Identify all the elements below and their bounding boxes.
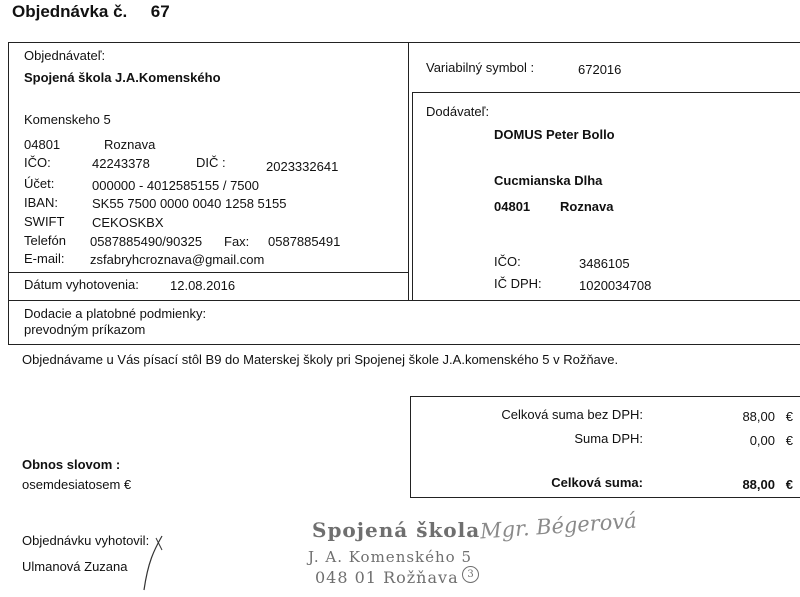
customer-fax-label: Fax: — [224, 234, 250, 249]
customer-ico-label: IČO: — [24, 155, 51, 170]
vat-currency: € — [785, 433, 793, 448]
page-title — [12, 2, 170, 22]
in-words-label: Obnos slovom : — [22, 457, 121, 472]
supplier-left-line — [412, 92, 413, 300]
title-prefix: Objednávka č. — [12, 2, 128, 21]
customer-phone-label: Telefón — [24, 233, 66, 248]
supplier-dph: 1020034708 — [579, 278, 652, 293]
frame-top-line — [8, 42, 800, 43]
terms-top-line — [8, 300, 800, 301]
total-currency: € — [785, 477, 793, 492]
stamp-line3: 048 01 Rožňava — [315, 568, 459, 587]
stamp-number: 3 — [462, 566, 479, 583]
totals-box — [410, 396, 800, 498]
vat-label: Suma DPH: — [574, 431, 643, 446]
in-words-value: osemdesiatosem € — [22, 477, 132, 492]
stamp-signature: Mgr. Bégerová — [479, 508, 638, 544]
customer-dic-label: DIČ : — [196, 155, 226, 170]
customer-account: 000000 - 4012585155 / 7500 — [92, 178, 259, 193]
customer-city: Roznava — [104, 137, 156, 152]
supplier-dph-label: IČ DPH: — [494, 276, 542, 291]
total-value: 88,00 — [742, 477, 775, 492]
date-value: 12.08.2016 — [170, 278, 236, 293]
order-number: 67 — [150, 2, 170, 21]
customer-name: Spojená škola J.A.Komenského — [24, 70, 221, 85]
order-text: Objednávame u Vás písací stôl B9 do Materskej školy pri Spojenej škole J.A.komenského 5 v Rožňave. — [22, 352, 619, 367]
issuer-label: Objednávku vyhotovil: — [22, 533, 150, 548]
customer-zip: 04801 — [24, 137, 61, 152]
supplier-ico-label: IČO: — [494, 254, 521, 269]
customer-ico: 42243378 — [92, 156, 150, 171]
customer-fax: 0587885491 — [268, 234, 341, 249]
net-value: 88,00 — [742, 409, 775, 424]
terms-label: Dodacie a platobné podmienky: — [24, 306, 207, 321]
date-label: Dátum vyhotovenia: — [24, 277, 139, 292]
customer-dic: 2023332641 — [266, 159, 339, 174]
supplier-label: Dodávateľ: — [426, 104, 490, 119]
terms-value: prevodným príkazom — [24, 322, 146, 337]
customer-account-label: Účet: — [24, 176, 55, 191]
customer-label: Objednávateľ: — [24, 48, 106, 63]
variable-symbol-label: Variabilný symbol : — [426, 60, 535, 75]
issuer-signature-mark — [140, 532, 166, 596]
supplier-city: Roznava — [560, 199, 614, 214]
customer-supplier-divider — [408, 42, 409, 300]
supplier-top-line — [412, 92, 800, 93]
order-top-line — [8, 344, 800, 345]
customer-phone: 0587885490/90325 — [90, 234, 203, 249]
supplier-name: DOMUS Peter Bollo — [494, 127, 615, 142]
supplier-ico: 3486105 — [579, 256, 630, 271]
net-currency: € — [785, 409, 793, 424]
frame-left-line — [8, 42, 9, 344]
stamp-line1: Spojená škola — [312, 518, 481, 542]
vat-value: 0,00 — [749, 433, 775, 448]
customer-street: Komenskeho 5 — [24, 112, 111, 127]
date-top-line — [8, 272, 408, 273]
variable-symbol-value: 672016 — [578, 62, 622, 77]
total-label: Celková suma: — [551, 475, 643, 490]
customer-iban-label: IBAN: — [24, 195, 58, 210]
stamp-line2: J. A. Komenského 5 — [308, 548, 473, 566]
customer-email-label: E-mail: — [24, 251, 65, 266]
customer-email: zsfabryhcroznava@gmail.com — [90, 252, 265, 267]
supplier-street: Cucmianska Dlha — [494, 173, 603, 188]
issuer-name: Ulmanová Zuzana — [22, 559, 128, 574]
net-label: Celková suma bez DPH: — [501, 407, 643, 422]
customer-iban: SK55 7500 0000 0040 1258 5155 — [92, 196, 287, 211]
customer-swift: CEKOSKBX — [92, 215, 164, 230]
supplier-zip: 04801 — [494, 199, 531, 214]
customer-swift-label: SWIFT — [24, 214, 65, 229]
